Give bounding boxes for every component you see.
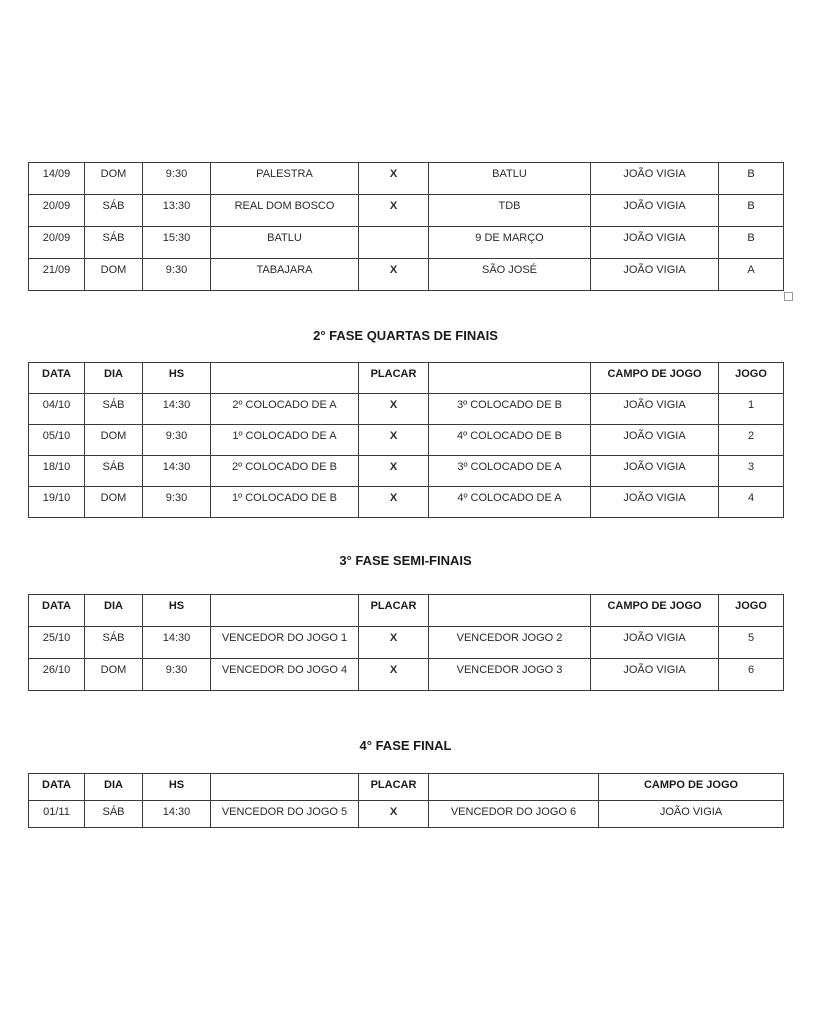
cell-game: 1 (719, 394, 784, 425)
header-home-team (211, 774, 359, 801)
table-resize-handle[interactable] (784, 292, 793, 301)
cell-score: X (359, 425, 429, 456)
cell-date: 19/10 (29, 487, 85, 518)
cell-day: DOM (85, 487, 143, 518)
cell-date: 20/09 (29, 227, 85, 259)
table-row (29, 456, 784, 487)
cell-score: X (359, 487, 429, 518)
cell-time: 14:30 (143, 801, 211, 828)
header-date: DATA (29, 363, 85, 394)
cell-field: JOÃO VIGIA (591, 195, 719, 227)
cell-field: JOÃO VIGIA (591, 425, 719, 456)
cell-day: DOM (85, 425, 143, 456)
cell-score: X (359, 163, 429, 195)
cell-day: SÁB (85, 227, 143, 259)
cell-score: X (359, 659, 429, 691)
table-header-row (29, 363, 784, 394)
cell-day: SÁB (85, 627, 143, 659)
cell-field: JOÃO VIGIA (591, 259, 719, 291)
cell-time: 9:30 (143, 487, 211, 518)
cell-game: 4 (719, 487, 784, 518)
header-field: CAMPO DE JOGO (599, 774, 784, 801)
cell-score (359, 227, 429, 259)
header-time: HS (143, 774, 211, 801)
table-row (29, 227, 784, 259)
cell-score: X (359, 195, 429, 227)
cell-group: B (719, 227, 784, 259)
semifinals-table (28, 594, 784, 691)
cell-home-team: VENCEDOR DO JOGO 1 (211, 627, 359, 659)
cell-away-team: 4º COLOCADO DE A (429, 487, 591, 518)
cell-time: 9:30 (143, 425, 211, 456)
cell-away-team: 9 DE MARÇO (429, 227, 591, 259)
cell-day: SÁB (85, 456, 143, 487)
cell-away-team: 3º COLOCADO DE A (429, 456, 591, 487)
cell-home-team: TABAJARA (211, 259, 359, 291)
header-home-team (211, 595, 359, 627)
cell-away-team: VENCEDOR JOGO 3 (429, 659, 591, 691)
cell-date: 25/10 (29, 627, 85, 659)
cell-away-team: BATLU (429, 163, 591, 195)
cell-game: 3 (719, 456, 784, 487)
cell-game: 5 (719, 627, 784, 659)
cell-time: 14:30 (143, 394, 211, 425)
cell-score: X (359, 801, 429, 828)
header-away-team (429, 363, 591, 394)
cell-home-team: VENCEDOR DO JOGO 5 (211, 801, 359, 828)
cell-time: 14:30 (143, 627, 211, 659)
cell-home-team: BATLU (211, 227, 359, 259)
header-day: DIA (85, 774, 143, 801)
table-header-row (29, 774, 784, 801)
cell-date: 05/10 (29, 425, 85, 456)
header-home-team (211, 363, 359, 394)
cell-away-team: 4º COLOCADO DE B (429, 425, 591, 456)
table-header-row (29, 595, 784, 627)
cell-score: X (359, 627, 429, 659)
table-row (29, 195, 784, 227)
cell-away-team: VENCEDOR DO JOGO 6 (429, 801, 599, 828)
cell-score: X (359, 456, 429, 487)
cell-time: 14:30 (143, 456, 211, 487)
cell-home-team: PALESTRA (211, 163, 359, 195)
cell-time: 13:30 (143, 195, 211, 227)
header-time: HS (143, 363, 211, 394)
header-game: JOGO (719, 595, 784, 627)
cell-game: 6 (719, 659, 784, 691)
cell-field: JOÃO VIGIA (591, 627, 719, 659)
cell-home-team: 2º COLOCADO DE B (211, 456, 359, 487)
cell-away-team: TDB (429, 195, 591, 227)
cell-score: X (359, 394, 429, 425)
cell-date: 01/11 (29, 801, 85, 828)
cell-day: SÁB (85, 394, 143, 425)
cell-time: 15:30 (143, 227, 211, 259)
header-away-team (429, 774, 599, 801)
quarterfinals-title: 2° FASE QUARTAS DE FINAIS (313, 328, 498, 343)
cell-group: B (719, 195, 784, 227)
semifinals-title: 3° FASE SEMI-FINAIS (339, 553, 472, 568)
cell-away-team: VENCEDOR JOGO 2 (429, 627, 591, 659)
header-game: JOGO (719, 363, 784, 394)
cell-away-team: 3º COLOCADO DE B (429, 394, 591, 425)
final-table (28, 773, 784, 828)
cell-score: X (359, 259, 429, 291)
quarterfinals-table (28, 362, 784, 518)
cell-time: 9:30 (143, 163, 211, 195)
cell-time: 9:30 (143, 259, 211, 291)
header-time: HS (143, 595, 211, 627)
table-row (29, 425, 784, 456)
cell-date: 26/10 (29, 659, 85, 691)
cell-day: SÁB (85, 801, 143, 828)
header-score: PLACAR (359, 363, 429, 394)
table-row (29, 394, 784, 425)
cell-day: SÁB (85, 195, 143, 227)
cell-date: 20/09 (29, 195, 85, 227)
cell-date: 04/10 (29, 394, 85, 425)
cell-time: 9:30 (143, 659, 211, 691)
header-date: DATA (29, 774, 85, 801)
cell-field: JOÃO VIGIA (591, 394, 719, 425)
cell-group: A (719, 259, 784, 291)
table-row (29, 163, 784, 195)
cell-field: JOÃO VIGIA (591, 659, 719, 691)
cell-home-team: VENCEDOR DO JOGO 4 (211, 659, 359, 691)
table-row (29, 259, 784, 291)
cell-day: DOM (85, 163, 143, 195)
cell-group: B (719, 163, 784, 195)
cell-field: JOÃO VIGIA (591, 456, 719, 487)
cell-date: 18/10 (29, 456, 85, 487)
cell-home-team: 1º COLOCADO DE A (211, 425, 359, 456)
cell-day: DOM (85, 259, 143, 291)
cell-game: 2 (719, 425, 784, 456)
cell-date: 14/09 (29, 163, 85, 195)
header-score: PLACAR (359, 595, 429, 627)
table-row (29, 801, 784, 828)
table-row (29, 659, 784, 691)
cell-away-team: SÃO JOSÉ (429, 259, 591, 291)
table-row (29, 627, 784, 659)
table-row (29, 487, 784, 518)
cell-home-team: REAL DOM BOSCO (211, 195, 359, 227)
header-field: CAMPO DE JOGO (591, 595, 719, 627)
header-score: PLACAR (359, 774, 429, 801)
header-day: DIA (85, 595, 143, 627)
cell-home-team: 2º COLOCADO DE A (211, 394, 359, 425)
cell-home-team: 1º COLOCADO DE B (211, 487, 359, 518)
final-title: 4° FASE FINAL (359, 738, 452, 753)
cell-date: 21/09 (29, 259, 85, 291)
header-away-team (429, 595, 591, 627)
header-day: DIA (85, 363, 143, 394)
header-field: CAMPO DE JOGO (591, 363, 719, 394)
cell-field: JOÃO VIGIA (599, 801, 784, 828)
cell-field: JOÃO VIGIA (591, 163, 719, 195)
cell-field: JOÃO VIGIA (591, 227, 719, 259)
cell-day: DOM (85, 659, 143, 691)
group-games-table (28, 162, 784, 291)
header-date: DATA (29, 595, 85, 627)
cell-field: JOÃO VIGIA (591, 487, 719, 518)
